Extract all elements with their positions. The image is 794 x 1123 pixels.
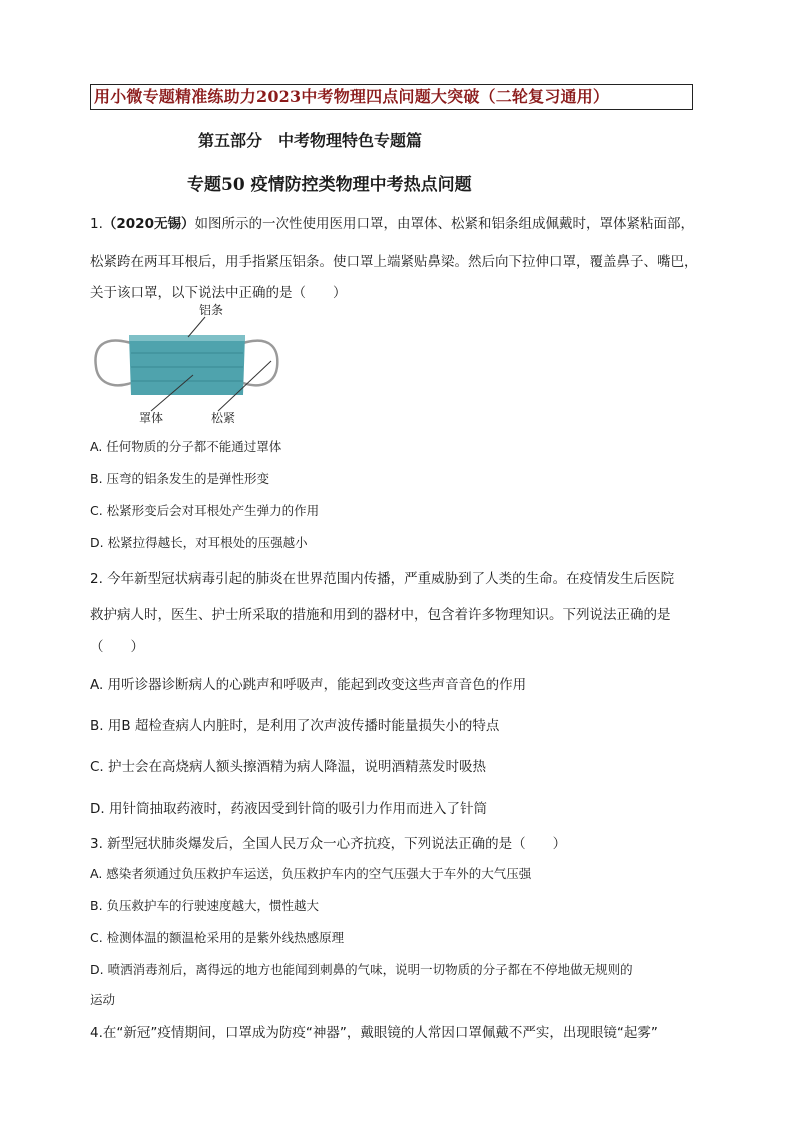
q2-option-d: D. 用针筒抽取药液时，药液因受到针筒的吸引力作用而进入了针筒 bbox=[90, 801, 487, 817]
q2-stem-line-2: 救护病人时，医生、护士所采取的措施和用到的器材中，包含着许多物理知识。下列说法正确的是 bbox=[90, 607, 671, 623]
right-ear-loop bbox=[243, 341, 277, 386]
q3-option-a: A. 感染者须通过负压救护车运送，负压救护车内的空气压强大于车外的大气压强 bbox=[90, 866, 532, 881]
q3-option-c: C. 检测体温的额温枪采用的是紫外线热感原理 bbox=[90, 930, 345, 945]
label-mask-body: 罩体 bbox=[139, 411, 164, 425]
q2-stem-line-3: （ ） bbox=[90, 639, 144, 655]
q2-option-b: B. 用B 超检查病人内脏时，是利用了次声波传播时能量损失小的特点 bbox=[90, 718, 500, 734]
part-title: 第五部分 中考物理特色专题篇 bbox=[198, 131, 423, 150]
label-aluminum-strip: 铝条 bbox=[199, 303, 224, 317]
q2-option-a: A. 用听诊器诊断病人的心跳声和呼吸声，能起到改变这些声音音色的作用 bbox=[90, 677, 527, 693]
q1-option-c: C. 松紧形变后会对耳根处产生弹力的作用 bbox=[90, 503, 320, 518]
pointer-aluminum bbox=[188, 317, 205, 337]
q1-stem-text: 如图所示的一次性使用医用口罩，由罩体、松紧和铝条组成佩戴时，罩体紧粘面部， bbox=[194, 216, 694, 232]
q1-stem-line-2: 松紧跨在两耳耳根后，用手指紧压铝条。使口罩上端紧贴鼻梁。然后向下拉伸口罩，覆盖鼻子、嘴巴， bbox=[90, 254, 698, 270]
q3-option-b: B. 负压救护车的行驶速度越大，惯性越大 bbox=[90, 898, 320, 913]
left-ear-loop bbox=[95, 340, 131, 385]
q3-option-d-cont: 运动 bbox=[90, 992, 116, 1007]
mask-body-shape bbox=[129, 335, 245, 395]
q1-option-d: D. 松紧拉得越长，对耳根处的压强越小 bbox=[90, 535, 308, 550]
series-title-box: 用小微专题精准练助力2023中考物理四点问题大突破（二轮复习通用） bbox=[90, 84, 693, 110]
mask-figure bbox=[93, 305, 283, 430]
q4-stem: 4.在“新冠”疫情期间，口罩成为防疫“神器”，戴眼镜的人常因口罩佩戴不严实，出现眼镜“起雾” bbox=[90, 1025, 658, 1041]
q3-option-d: D. 喷洒消毒剂后，离得远的地方也能闻到刺鼻的气味，说明一切物质的分子都在不停地做无规则的 bbox=[90, 962, 633, 977]
q1-option-a: A. 任何物质的分子都不能通过罩体 bbox=[90, 439, 282, 454]
label-elastic: 松紧 bbox=[211, 411, 236, 425]
q1-option-b: B. 压弯的铝条发生的是弹性形变 bbox=[90, 471, 270, 486]
q1-stem-line-1 bbox=[90, 212, 710, 232]
q2-option-c: C. 护士会在高烧病人额头擦酒精为病人降温，说明酒精蒸发时吸热 bbox=[90, 759, 487, 775]
q1-stem-line-3: 关于该口罩，以下说法中正确的是（ ） bbox=[90, 285, 347, 301]
topic-title: 专题50 疫情防控类物理中考热点问题 bbox=[187, 175, 472, 195]
q3-stem: 3. 新型冠状肺炎爆发后，全国人民万众一心齐抗疫，下列说法正确的是（ ） bbox=[90, 836, 567, 852]
q1-number: 1. bbox=[90, 216, 103, 232]
q2-stem-line-1: 2. 今年新型冠状病毒引起的肺炎在世界范围内传播，严重威胁到了人类的生命。在疫情发生后医院 bbox=[90, 571, 675, 587]
mask-illustration bbox=[93, 305, 283, 430]
q1-source: （2020无锡） bbox=[102, 216, 195, 232]
mask-top-edge bbox=[129, 335, 245, 341]
